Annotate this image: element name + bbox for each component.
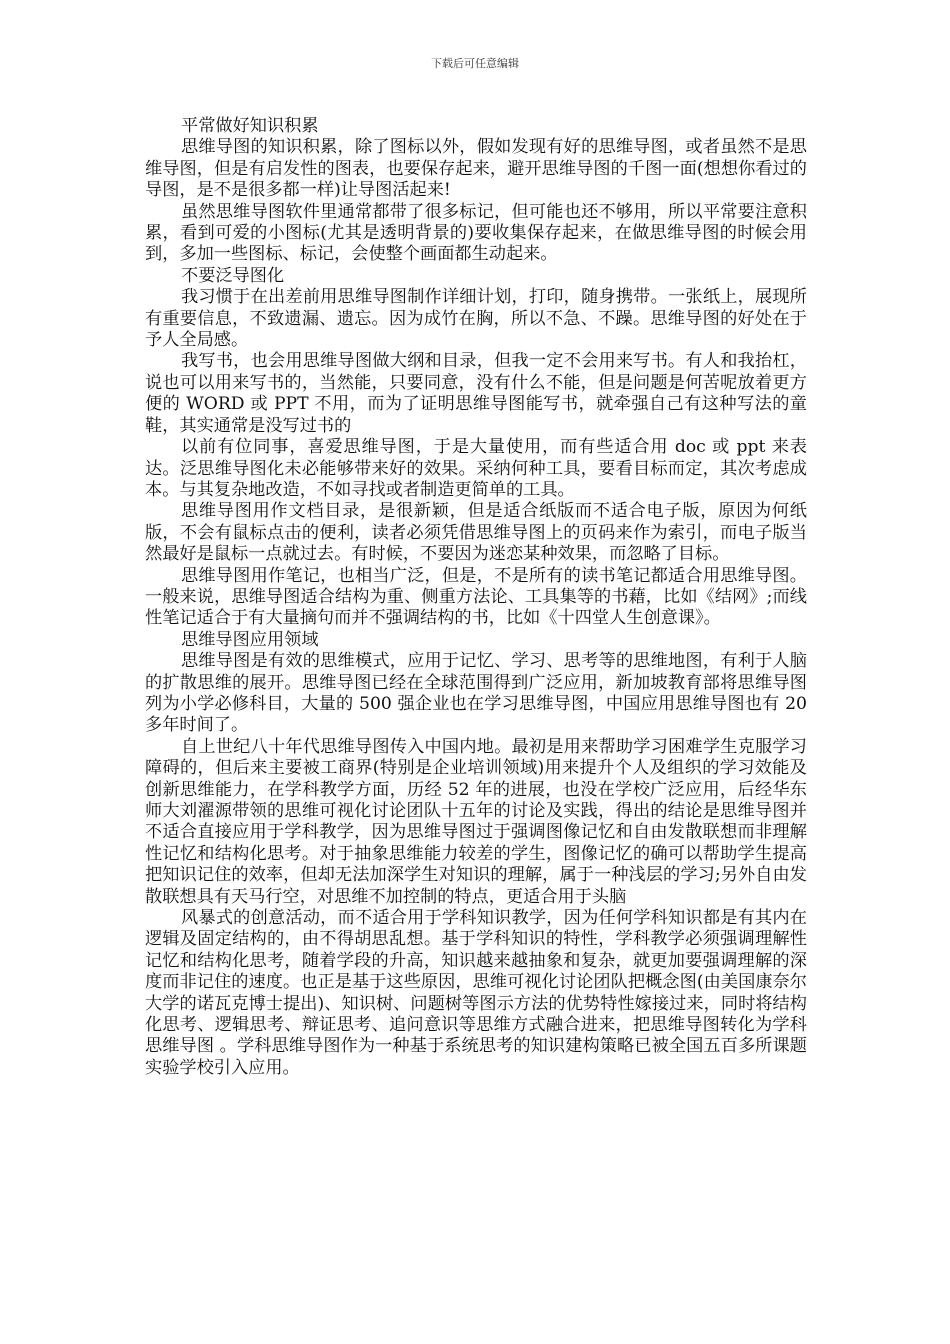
paragraph: 我写书，也会用思维导图做大纲和目录，但我一定不会用来写书。有人和我抬杠，说也可以用来写书的，当然能，只要同意，没有什么不能，但是问题是何苦呢放着更方便的 WORD 或 PPT 不用，而为了证明思维导图能写书，就牵强自己有这种写法的童鞋，其实通常是没写过书的	[145, 351, 807, 436]
paragraph: 思维导图用作笔记，也相当广泛，但是，不是所有的读书笔记都适合用思维导图。一般来说，思维导图适合结构为重、侧重方法论、工具集等的书藉，比如《结网》;而线性笔记适合于有大量摘句而并不强调结构的书，比如《十四堂人生创意课》。	[145, 565, 807, 629]
paragraph: 自上世纪八十年代思维导图传入中国内地。最初是用来帮助学习困难学生克服学习障碍的，但后来主要被工商界(特别是企业培训领域)用来提升个人及组织的学习效能及创新思维能力，在学科教学方面，历经 52 年的进展，也没在学校广泛应用，后经华东师大刘濯源带领的思维可视化讨论团队十五年的讨论及实践，得出的结论是思维导图并不适合直接应用于学科教学，因为思维导图过于强调图像记忆和自由发散联想而非理解性记忆和结构化思考。对于抽象思维能力较差的学生，图像记忆的确可以帮助学生提高把知识记住的效率，但却无法加深学生对知识的理解，属于一种浅层的学习;另外自由发散联想具有天马行空，对思维不加控制的特点，更适合用于头脑	[145, 736, 807, 907]
paragraph: 风暴式的创意活动，而不适合用于学科知识教学，因为任何学科知识都是有其内在逻辑及固定结构的，由不得胡思乱想。基于学科知识的特性，学科教学必须强调理解性记忆和结构化思考，随着学段的升高，知识越来越抽象和复杂，就更加要强调理解的深度而非记住的速度。也正是基于这些原因，思维可视化讨论团队把概念图(由美国康奈尔大学的诺瓦克博士提出)、知识树、问题树等图示方法的优势特性嫁接过来，同时将结构化思考、逻辑思考、辩证思考、追问意识等思维方式融合进来，把思维导图转化为学科思维导图 。学科思维导图作为一种基于系统思考的知识建构策略已被全国五百多所课题实验学校引入应用。	[145, 908, 807, 1078]
section-heading: 平常做好知识积累	[181, 116, 319, 136]
paragraph: 以前有位同事，喜爱思维导图，于是大量使用，而有些适合用 doc 或 ppt 来表达。泛思维导图化未必能够带来好的效果。采纳何种工具，要看目标而定，其次考虑成本。与其复杂地改造，不如寻找或者制造更简单的工具。	[145, 437, 807, 500]
paragraph: 我习惯于在出差前用思维导图制作详细计划，打印，随身携带。一张纸上，展现所有重要信息，不致遗漏、遗忘。因为成竹在胸，所以不急、不躁。思维导图的好处在于予人全局感。	[145, 287, 807, 351]
document-body	[145, 116, 807, 1079]
paragraph: 思维导图是有效的思维模式，应用于记忆、学习、思考等的思维地图，有利于人脑的扩散思维的展开。思维导图已经在全球范围得到广泛应用，新加坡教育部将思维导图列为小学必修科目，大量的 500 强企业也在学习思维导图，中国应用思维导图也有 20 多年时间了。	[145, 651, 807, 736]
paragraph: 思维导图的知识积累，除了图标以外，假如发现有好的思维导图，或者虽然不是思维导图，但是有启发性的图表，也要保存起来，避开思维导图的千图一面(想想你看过的导图，是不是很多都一样)让导图活起来!	[145, 137, 807, 201]
page-header: 下载后可任意编辑	[431, 57, 519, 70]
paragraph: 思维导图用作文档目录，是很新颖，但是适合纸版而不适合电子版，原因为何纸版，不会有鼠标点击的便利，读者必须凭借思维导图上的页码来作为索引，而电子版当然最好是鼠标一点就过去。有时候，不要因为迷恋某种效果，而忽略了目标。	[145, 501, 807, 565]
section-heading: 不要泛导图化	[181, 265, 285, 286]
paragraph: 虽然思维导图软件里通常都带了很多标记，但可能也还不够用，所以平常要注意积累，看到可爱的小图标(尤其是透明背景的)要收集保存起来，在做思维导图的时候会用到，多加一些图标、标记，会使整个画面都生动起来。	[145, 201, 807, 265]
section-heading: 思维导图应用领域	[181, 629, 319, 650]
